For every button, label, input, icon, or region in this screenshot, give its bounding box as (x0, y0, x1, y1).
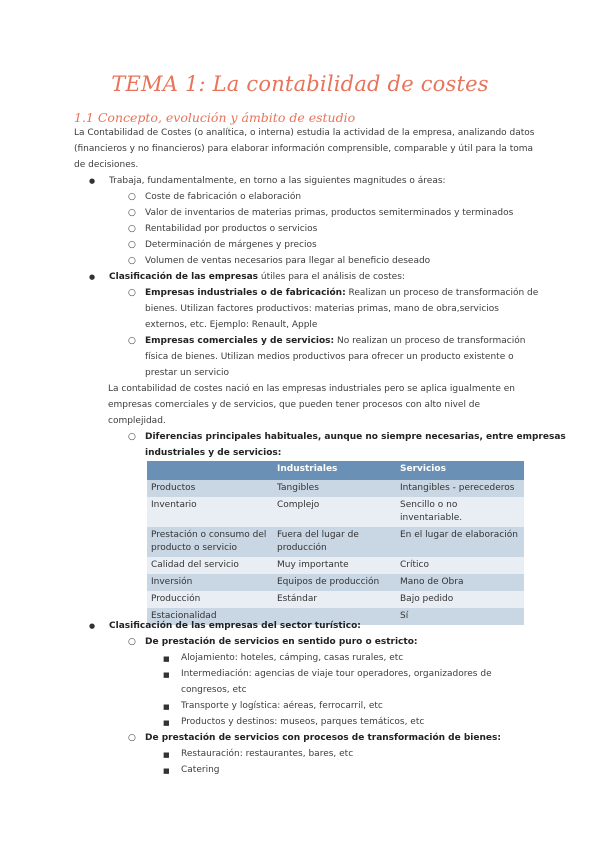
area-item: Determinación de márgenes y precios (145, 240, 317, 250)
circle-marker: ○ (128, 637, 136, 647)
table-cell: Equipos de producción (273, 574, 396, 591)
square-marker: ■ (163, 719, 170, 727)
origin-line-3: complejidad. (108, 416, 166, 426)
transformation-heading: De prestación de servicios con procesos de transformación de bienes: (145, 733, 501, 743)
area-item: Volumen de ventas necesarios para llegar al beneficio deseado (145, 256, 431, 266)
industrial-line-1 (145, 285, 538, 301)
table-row (147, 574, 524, 591)
circle-marker: ○ (128, 288, 136, 298)
origin-line-1: La contabilidad de costes nació en las empresas industriales pero se aplica igualmente en (108, 384, 516, 394)
bullet-marker: ● (89, 622, 96, 630)
intro-line-2: (financieros y no financieros) para elaborar información comprensible, comparable y útil para la toma (74, 144, 534, 154)
trans-item: Restauración: restaurantes, bares, etc (181, 749, 354, 759)
intro-line-1: La Contabilidad de Costes (o analítica, o interna) estudia la actividad de la empresa, analizando datos (74, 128, 535, 138)
square-marker: ■ (163, 767, 170, 775)
table-cell: Productos (147, 480, 273, 497)
table-header-row (147, 461, 524, 480)
industrial-bold: Empresas industriales o de fabricación: (145, 288, 346, 298)
area-item: Rentabilidad por productos o servicios (145, 224, 318, 234)
square-marker: ■ (163, 671, 170, 679)
tourism-classification: Clasificación de las empresas del sector turístico: (109, 621, 361, 631)
circle-marker: ○ (128, 432, 136, 442)
table-cell: Sencillo o no inventariable. (396, 497, 524, 527)
square-marker: ■ (163, 703, 170, 711)
industrial-line-3: externos, etc. Ejemplo: Renault, Apple (145, 320, 318, 330)
classification-bold: Clasificación de las empresas (109, 272, 259, 282)
differences-line-1: Diferencias principales habituales, aunque no siempre necesarias, entre empresas (145, 432, 566, 442)
table-cell: Intangibles - perecederos (396, 480, 524, 497)
table-row (147, 557, 524, 574)
intro-line-3: de decisiones. (74, 160, 139, 170)
table-cell: Tangibles (273, 480, 396, 497)
trans-item: Catering (181, 765, 220, 775)
table-cell: Sí (396, 608, 524, 625)
industrial-line-2: bienes. Utilizan factores productivos: materias primas, mano de obra,servicios (145, 304, 499, 314)
table-cell: Complejo (273, 497, 396, 527)
circle-marker: ○ (128, 224, 136, 234)
classification-text (109, 269, 405, 285)
commercial-line-2: física de bienes. Utilizan medios productivos para ofrecer un producto existente o (145, 352, 514, 362)
table-cell: Crítico (396, 557, 524, 574)
circle-marker: ○ (128, 733, 136, 743)
table-cell: Estándar (273, 591, 396, 608)
pure-item: Productos y destinos: museos, parques temáticos, etc (181, 717, 425, 727)
table-row (147, 527, 524, 557)
table-row (147, 480, 524, 497)
table-header-empty (147, 461, 273, 480)
table-header-industrial: Industriales (273, 461, 396, 480)
table-cell: En el lugar de elaboración (396, 527, 524, 557)
table-row (147, 591, 524, 608)
table-cell: Muy importante (273, 557, 396, 574)
industrial-text: Realizan un proceso de transformación de (345, 288, 539, 298)
circle-marker: ○ (128, 240, 136, 250)
table-cell: Inventario (147, 497, 273, 527)
table-cell: Fuera del lugar de producción (273, 527, 396, 557)
commercial-text: No realizan un proceso de transformación (334, 336, 526, 346)
pure-item: Alojamiento: hoteles, cámping, casas rurales, etc (181, 653, 404, 663)
circle-marker: ○ (128, 256, 136, 266)
classification-rest: útiles para el análisis de costes: (258, 272, 405, 282)
bullet-marker: ● (89, 177, 96, 185)
area-item: Coste de fabricación o elaboración (145, 192, 302, 202)
bullet-areas-text: Trabaja, fundamentalmente, en torno a las siguientes magnitudes o áreas: (109, 176, 446, 186)
table-cell: Estacionalidad (147, 608, 273, 625)
table-cell: Producción (147, 591, 273, 608)
table-cell: Calidad del servicio (147, 557, 273, 574)
bullet-marker: ● (89, 273, 96, 281)
square-marker: ■ (163, 655, 170, 663)
circle-marker: ○ (128, 192, 136, 202)
table-header-services: Servicios (396, 461, 524, 480)
table-cell: Bajo pedido (396, 591, 524, 608)
origin-line-2: empresas comerciales y de servicios, que pueden tener procesos con alto nivel de (108, 400, 481, 410)
table-cell: Prestación o consumo del producto o servicio (147, 527, 273, 557)
pure-services-heading: De prestación de servicios en sentido puro o estricto: (145, 637, 418, 647)
square-marker: ■ (163, 751, 170, 759)
circle-marker: ○ (128, 336, 136, 346)
commercial-line-3: prestar un servicio (145, 368, 230, 378)
commercial-bold: Empresas comerciales y de servicios: (145, 336, 335, 346)
pure-item-cont: congresos, etc (181, 685, 247, 695)
area-item: Valor de inventarios de materias primas, productos semiterminados y terminados (145, 208, 514, 218)
comparison-table (147, 461, 524, 625)
document-title: TEMA 1: La contabilidad de costes (111, 72, 489, 96)
pure-item: Intermediación: agencias de viaje tour operadores, organizadores de (181, 669, 492, 679)
table-cell: Inversión (147, 574, 273, 591)
commercial-line-1 (145, 333, 525, 349)
section-heading: 1.1 Concepto, evolución y ámbito de estudio (74, 110, 356, 125)
differences-line-2: industriales y de servicios: (145, 448, 282, 458)
table-row (147, 497, 524, 527)
table-cell: Mano de Obra (396, 574, 524, 591)
pure-item: Transporte y logística: aéreas, ferrocarril, etc (181, 701, 383, 711)
circle-marker: ○ (128, 208, 136, 218)
